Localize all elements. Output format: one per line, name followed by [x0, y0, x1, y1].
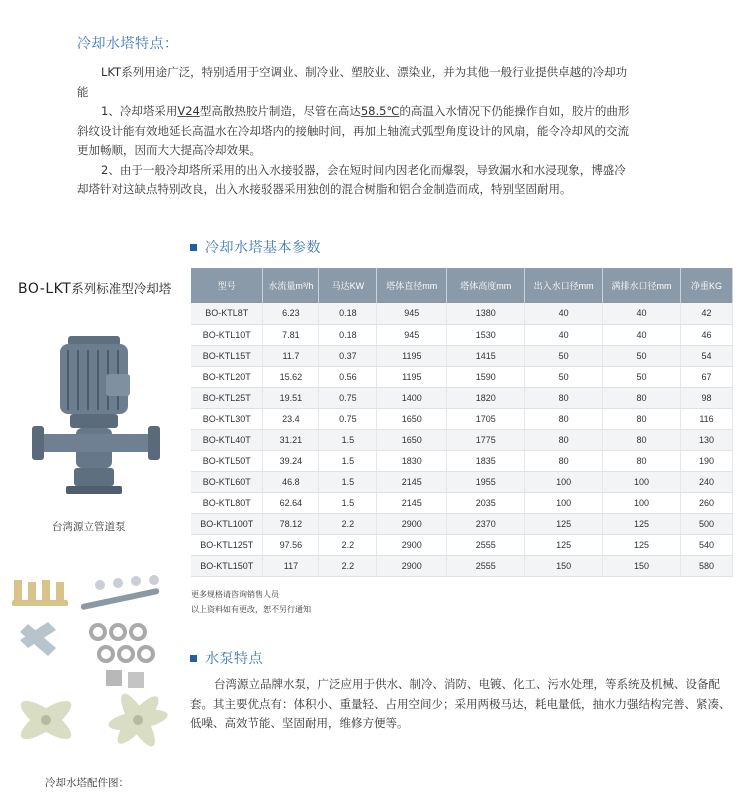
- table-cell: 46: [681, 324, 733, 345]
- table-body: [191, 303, 733, 576]
- features-point-2: 2、由于一般冷却塔所采用的出入水接驳器，会在短时间内因老化而爆裂，导致漏水和水浸现象，博盛冷却塔针对这缺点特别改良，出入水接驳器采用独创的混合树脂和铝合金制造而成，特别坚固耐用。: [77, 162, 626, 196]
- table-cell: BO-KTL15T: [191, 345, 263, 366]
- table-row: [191, 450, 733, 471]
- pump-image-caption: 台湾源立管道泵: [52, 521, 126, 533]
- table-cell: 1955: [447, 471, 525, 492]
- table-cell: 80: [525, 387, 603, 408]
- note-more-specs: 更多规格请咨询销售人员: [191, 590, 279, 599]
- table-header-cell: 出入水口径mm: [525, 268, 603, 303]
- table-cell: 2035: [447, 492, 525, 513]
- section-marker-icon: [190, 655, 197, 662]
- features-intro: [77, 63, 637, 102]
- table-cell: 2.2: [319, 555, 377, 576]
- pump-section-title: 水泵特点: [205, 651, 263, 667]
- table-row: [191, 555, 733, 576]
- table-cell: BO-KTL50T: [191, 450, 263, 471]
- table-cell: 1.5: [319, 429, 377, 450]
- table-cell: 1820: [447, 387, 525, 408]
- table-row: [191, 492, 733, 513]
- table-cell: 2370: [447, 513, 525, 534]
- table-row: [191, 429, 733, 450]
- table-cell: 0.18: [319, 303, 377, 324]
- table-cell: 500: [681, 513, 733, 534]
- table-cell: 260: [681, 492, 733, 513]
- table-cell: 116: [681, 408, 733, 429]
- table-cell: 23.4: [263, 408, 319, 429]
- pipeline-pump-image: [30, 330, 162, 510]
- table-cell: 50: [603, 345, 681, 366]
- table-cell: 1650: [377, 429, 447, 450]
- features-body: [77, 63, 637, 200]
- table-cell: BO-KTL150T: [191, 555, 263, 576]
- table-cell: 1835: [447, 450, 525, 471]
- table-cell: 2900: [377, 534, 447, 555]
- table-cell: BO-KTL125T: [191, 534, 263, 555]
- table-header-cell: 塔体高度mm: [447, 268, 525, 303]
- table-header-row: [191, 268, 733, 303]
- table-cell: BO-KTL30T: [191, 408, 263, 429]
- intro-text: LKT系列用途广泛，特别适用于空调业、制冷业、塑胶业、漂染业，并为其他一般行业提供卓越的冷却功能: [77, 65, 628, 99]
- table-cell: 31.21: [263, 429, 319, 450]
- pump-section-text: 台湾源立品牌水泵，广泛应用于供水、制冷、消防、电镀、化工、污水处理，等系统及机械、设备配套。其主要优点有：体积小、重量轻、占用空间少；采用两极马达，耗电量低，抽水力强结构完善、紧凑、低噪、高效节能、坚固耐用，维修方便等。: [190, 677, 731, 730]
- table-row: [191, 387, 733, 408]
- params-table: [191, 268, 733, 577]
- table-cell: 0.75: [319, 408, 377, 429]
- table-cell: BO-KTL8T: [191, 303, 263, 324]
- table-header-cell: 水流量m³/h: [263, 268, 319, 303]
- p1-mid: 型高散热胶片制造，尽管在高达: [199, 104, 361, 118]
- table-cell: 580: [681, 555, 733, 576]
- table-cell: 0.18: [319, 324, 377, 345]
- table-cell: 39.24: [263, 450, 319, 471]
- series-label: [18, 279, 171, 297]
- table-cell: 1195: [377, 366, 447, 387]
- table-cell: 945: [377, 324, 447, 345]
- table-cell: 240: [681, 471, 733, 492]
- params-section-title: 冷却水塔基本参数: [205, 240, 321, 256]
- table-cell: 40: [525, 324, 603, 345]
- table-cell: 2145: [377, 471, 447, 492]
- table-row: [191, 345, 733, 366]
- table-cell: 2555: [447, 555, 525, 576]
- table-cell: 1415: [447, 345, 525, 366]
- table-cell: 150: [603, 555, 681, 576]
- table-cell: 67: [681, 366, 733, 387]
- table-cell: 80: [603, 387, 681, 408]
- table-header-cell: 塔体直径mm: [377, 268, 447, 303]
- table-row: [191, 471, 733, 492]
- features-point-1: [77, 102, 637, 161]
- table-cell: 190: [681, 450, 733, 471]
- p1-temp: 58.5℃: [360, 104, 400, 118]
- table-cell: 0.56: [319, 366, 377, 387]
- table-cell: 2145: [377, 492, 447, 513]
- table-cell: 1400: [377, 387, 447, 408]
- table-cell: 1650: [377, 408, 447, 429]
- series-prefix: BO-LKT: [18, 281, 72, 297]
- table-cell: 78.12: [263, 513, 319, 534]
- table-cell: 130: [681, 429, 733, 450]
- p1-pre: 1、冷却塔采用: [101, 104, 178, 118]
- table-cell: 100: [525, 492, 603, 513]
- table-cell: BO-KTL25T: [191, 387, 263, 408]
- table-cell: 2900: [377, 513, 447, 534]
- table-cell: 2.2: [319, 513, 377, 534]
- table-cell: BO-KTL20T: [191, 366, 263, 387]
- table-cell: 150: [525, 555, 603, 576]
- table-cell: 2.2: [319, 534, 377, 555]
- table-cell: BO-KTL60T: [191, 471, 263, 492]
- table-cell: 40: [603, 324, 681, 345]
- features-title: 冷却水塔特点：: [77, 36, 179, 52]
- table-cell: 100: [603, 471, 681, 492]
- table-cell: 1705: [447, 408, 525, 429]
- table-row: [191, 303, 733, 324]
- table-cell: 100: [603, 492, 681, 513]
- table-cell: 19.51: [263, 387, 319, 408]
- table-cell: 1.5: [319, 471, 377, 492]
- table-cell: 1590: [447, 366, 525, 387]
- p1-model: V24: [177, 104, 200, 118]
- table-cell: 40: [525, 303, 603, 324]
- table-cell: 98: [681, 387, 733, 408]
- table-cell: 1195: [377, 345, 447, 366]
- table-cell: BO-KTL100T: [191, 513, 263, 534]
- table-cell: 42: [681, 303, 733, 324]
- table-cell: 117: [263, 555, 319, 576]
- table-cell: 50: [525, 345, 603, 366]
- table-row: [191, 366, 733, 387]
- p1-post: 的高温入水情况下仍能操作自如，胶片的曲形斜纹设计能有效地延长高温水在冷却塔内的接触时间，再加上轴流式弧型角度设计的风扇，能令冷却风的交流更加畅顺，因而大大提高冷却效果。: [77, 104, 630, 157]
- table-cell: 62.64: [263, 492, 319, 513]
- table-cell: 0.75: [319, 387, 377, 408]
- table-cell: 1830: [377, 450, 447, 471]
- table-cell: 945: [377, 303, 447, 324]
- table-cell: BO-KTL80T: [191, 492, 263, 513]
- table-row: [191, 324, 733, 345]
- table-cell: 80: [603, 408, 681, 429]
- table-header-cell: 净重KG: [681, 268, 733, 303]
- table-cell: 540: [681, 534, 733, 555]
- table-cell: 11.7: [263, 345, 319, 366]
- params-section-heading: [190, 237, 321, 257]
- table-header-cell: 型号: [191, 268, 263, 303]
- table-cell: 1.5: [319, 492, 377, 513]
- table-cell: 125: [525, 534, 603, 555]
- table-cell: 80: [525, 429, 603, 450]
- table-cell: 2900: [377, 555, 447, 576]
- table-cell: 100: [525, 471, 603, 492]
- section-marker-icon: [190, 244, 197, 251]
- table-cell: BO-KTL40T: [191, 429, 263, 450]
- table-cell: 0.37: [319, 345, 377, 366]
- table-cell: 80: [525, 450, 603, 471]
- parts-image-caption: 冷却水塔配件图：: [45, 777, 129, 789]
- cooling-tower-parts-image: [10, 570, 185, 765]
- table-cell: 1530: [447, 324, 525, 345]
- table-cell: 125: [603, 513, 681, 534]
- table-header-cell: 满排水口径mm: [603, 268, 681, 303]
- table-cell: 1.5: [319, 450, 377, 471]
- table-cell: 80: [603, 450, 681, 471]
- table-cell: 80: [603, 429, 681, 450]
- table-cell: 125: [525, 513, 603, 534]
- series-suffix: 系列标准型冷却塔: [71, 281, 172, 296]
- note-disclaimer: 以上资料如有更改，恕不另行通知: [191, 605, 311, 614]
- table-cell: 125: [603, 534, 681, 555]
- table-cell: 50: [525, 366, 603, 387]
- table-cell: 46.8: [263, 471, 319, 492]
- table-cell: 50: [603, 366, 681, 387]
- table-cell: 7.81: [263, 324, 319, 345]
- table-cell: 6.23: [263, 303, 319, 324]
- table-cell: 80: [525, 408, 603, 429]
- table-cell: 97.56: [263, 534, 319, 555]
- table-cell: 40: [603, 303, 681, 324]
- table-row: [191, 408, 733, 429]
- table-cell: 54: [681, 345, 733, 366]
- table-cell: 1380: [447, 303, 525, 324]
- table-cell: 15.62: [263, 366, 319, 387]
- table-cell: BO-KTL10T: [191, 324, 263, 345]
- table-cell: 1775: [447, 429, 525, 450]
- table-cell: 2555: [447, 534, 525, 555]
- pump-section-heading: [190, 648, 263, 668]
- table-header-cell: 马达KW: [319, 268, 377, 303]
- table-row: [191, 534, 733, 555]
- table-row: [191, 513, 733, 534]
